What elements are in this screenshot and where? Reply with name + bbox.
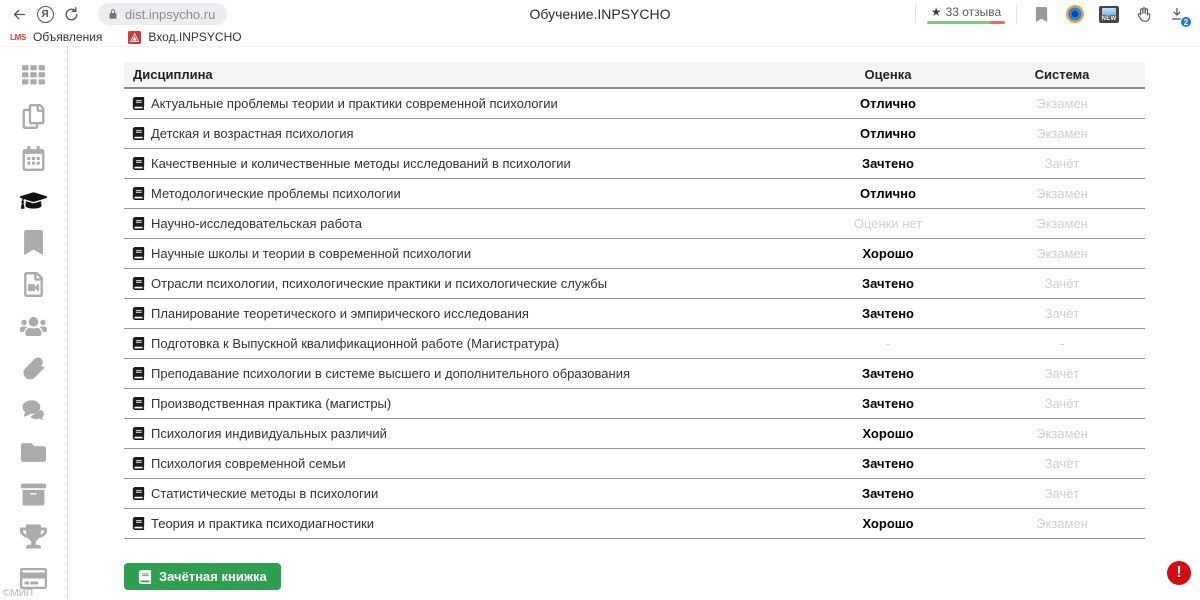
toolbar-separator (915, 5, 916, 23)
book-icon (132, 97, 145, 110)
notification-alert-icon[interactable]: ! (1167, 561, 1191, 585)
column-header-system: Система (979, 62, 1145, 88)
discipline-name: Психология современной семьи (151, 456, 346, 471)
system-value: Экзамен (979, 509, 1145, 539)
discipline-link[interactable] (132, 126, 789, 141)
book-icon (132, 457, 145, 470)
sidebar-item-documents[interactable] (19, 102, 49, 130)
bookmarks-bar (0, 28, 1200, 47)
extension-icon (1066, 5, 1084, 23)
book-icon (132, 187, 145, 200)
new-badge-label: NEW (1101, 15, 1117, 22)
back-button[interactable] (6, 2, 32, 26)
book-icon (132, 247, 145, 260)
grade-value: Зачтено (797, 149, 979, 179)
lock-icon (107, 8, 119, 20)
book-icon (132, 487, 145, 500)
toolbar-separator (1016, 5, 1017, 23)
sidebar-item-groups[interactable] (19, 312, 49, 340)
extension-button[interactable] (1063, 2, 1087, 26)
discipline-link[interactable] (132, 426, 789, 441)
browser-toolbar (0, 0, 1200, 28)
book-icon (132, 427, 145, 440)
system-value: Зачёт (979, 449, 1145, 479)
book-icon (132, 277, 145, 290)
grade-value: Хорошо (797, 419, 979, 449)
paperclip-icon (20, 356, 47, 381)
users-icon (20, 314, 47, 339)
grade-value: Зачтено (797, 449, 979, 479)
discipline-link[interactable] (132, 336, 789, 351)
grades-table (124, 62, 1145, 539)
grade-value: Отлично (797, 119, 979, 149)
downloads-badge: 2 (1180, 16, 1192, 28)
table-row (124, 449, 1145, 479)
discipline-name: Детская и возрастная психология (151, 126, 354, 141)
gradebook-button[interactable] (124, 563, 281, 590)
system-value: Зачёт (979, 359, 1145, 389)
discipline-name: Научные школы и теории в современной психологии (151, 246, 472, 261)
archive-box-icon (20, 482, 47, 507)
reviews-widget[interactable] (923, 4, 1009, 24)
grade-value: Хорошо (797, 239, 979, 269)
discipline-link[interactable] (132, 156, 789, 171)
system-value: Зачёт (979, 299, 1145, 329)
table-row (124, 179, 1145, 209)
system-value: Экзамен (979, 88, 1145, 119)
table-row (124, 329, 1145, 359)
discipline-name: Научно-исследовательская работа (151, 216, 363, 231)
book-icon (132, 127, 145, 140)
table-row (124, 479, 1145, 509)
chat-bubbles-icon (20, 398, 47, 423)
video-file-icon (20, 272, 47, 297)
discipline-name: Планирование теоретического и эмпирического исследования (151, 306, 529, 321)
sidebar-item-video-lessons[interactable] (19, 270, 49, 298)
grade-value: Зачтено (797, 389, 979, 419)
discipline-link[interactable] (132, 366, 789, 381)
system-value: Зачёт (979, 479, 1145, 509)
inpsycho-favicon (128, 31, 141, 44)
discipline-link[interactable] (132, 456, 789, 471)
system-value: - (979, 329, 1145, 359)
page-title: Обучение.INPSYCHO (529, 6, 671, 22)
sidebar-nav (0, 47, 68, 600)
rating-bar-positive (927, 21, 990, 24)
content-area (68, 47, 1200, 600)
grade-value: Отлично (797, 88, 979, 119)
book-icon (138, 570, 152, 584)
refresh-button[interactable] (58, 2, 84, 26)
table-row (124, 359, 1145, 389)
bookmark-flag-icon (1035, 7, 1048, 22)
grade-value: Зачтено (797, 269, 979, 299)
grade-value: Зачтено (797, 359, 979, 389)
table-row (124, 239, 1145, 269)
discipline-link[interactable] (132, 306, 789, 321)
discipline-link[interactable] (132, 486, 789, 501)
sidebar-item-education[interactable] (19, 186, 49, 214)
discipline-name: Методологические проблемы психологии (151, 186, 401, 201)
bookmark-label: Вход.INPSYCHO (148, 30, 242, 44)
table-row (124, 419, 1145, 449)
discipline-name: Подготовка к Выпускной квалификационной работе (Магистратура) (151, 336, 560, 351)
bookmark-page-button[interactable] (1029, 2, 1053, 26)
column-header-grade: Оценка (797, 62, 979, 88)
rating-bar (927, 21, 1005, 24)
discipline-name: Качественные и количественные методы исследований в психологии (151, 156, 571, 171)
table-row (124, 509, 1145, 539)
sidebar-item-archive[interactable] (19, 480, 49, 508)
discipline-name: Преподавание психологии в системе высшего и дополнительного образования (151, 366, 630, 381)
copy-documents-icon (20, 104, 47, 129)
system-value: Зачёт (979, 149, 1145, 179)
lms-favicon: LMS (10, 32, 26, 42)
gesture-button[interactable] (1131, 2, 1155, 26)
trophy-icon (20, 524, 47, 549)
discipline-link[interactable] (132, 396, 789, 411)
copyright: ©МИП (3, 588, 34, 599)
book-icon (132, 307, 145, 320)
table-row (124, 299, 1145, 329)
system-value: Зачёт (979, 269, 1145, 299)
book-icon (132, 337, 145, 350)
grades-table-body (124, 88, 1145, 539)
table-row (124, 389, 1145, 419)
discipline-link[interactable] (132, 216, 789, 231)
discipline-link[interactable] (132, 186, 789, 201)
table-row (124, 209, 1145, 239)
new-extension-button[interactable] (1097, 2, 1121, 26)
sidebar-item-attachments[interactable] (19, 354, 49, 382)
sidebar-item-files[interactable] (19, 438, 49, 466)
system-value: Экзамен (979, 119, 1145, 149)
discipline-link[interactable] (132, 246, 789, 261)
book-icon (132, 157, 145, 170)
book-icon (132, 217, 145, 230)
book-icon (132, 397, 145, 410)
grade-value: Зачтено (797, 299, 979, 329)
graduation-cap-icon (20, 188, 47, 213)
downloads-button[interactable] (1165, 2, 1189, 26)
table-row (124, 119, 1145, 149)
table-row (124, 269, 1145, 299)
system-value: Зачёт (979, 389, 1145, 419)
main-area (0, 47, 1200, 600)
system-value: Экзамен (979, 179, 1145, 209)
table-row (124, 88, 1145, 119)
discipline-link[interactable] (132, 96, 789, 111)
system-value: Экзамен (979, 419, 1145, 449)
url-text: dist.inpsycho.ru (125, 6, 216, 22)
sidebar-item-achievements[interactable] (19, 522, 49, 550)
bookmark-item-lms[interactable] (10, 30, 102, 44)
hand-icon (1135, 6, 1152, 23)
star-icon: ★ (930, 5, 942, 19)
discipline-link[interactable] (132, 276, 789, 291)
yandex-button[interactable] (32, 2, 58, 26)
sidebar-item-calendar[interactable] (19, 144, 49, 172)
sidebar-item-bookmarks[interactable] (19, 228, 49, 256)
bookmark-item-inpsycho[interactable] (128, 30, 241, 44)
grade-value: - (797, 329, 979, 359)
grade-value: Зачтено (797, 479, 979, 509)
discipline-name: Психология индивидуальных различий (151, 426, 387, 441)
book-icon (132, 367, 145, 380)
sidebar-item-messages[interactable] (19, 396, 49, 424)
discipline-link[interactable] (132, 516, 789, 531)
discipline-name: Отрасли психологии, психологические практики и психологические службы (151, 276, 608, 291)
folder-icon (20, 440, 47, 465)
grid-icon (20, 62, 47, 87)
system-value: Экзамен (979, 209, 1145, 239)
refresh-icon (63, 6, 80, 23)
table-row (124, 149, 1145, 179)
address-bar[interactable] (98, 3, 227, 25)
credit-card-icon (20, 566, 47, 591)
bookmark-icon (20, 230, 47, 255)
book-icon (132, 517, 145, 530)
discipline-name: Производственная практика (магистры) (151, 396, 392, 411)
calendar-icon (20, 146, 47, 171)
sidebar-item-apps[interactable] (19, 60, 49, 88)
column-header-discipline: Дисциплина (124, 62, 797, 88)
rating-bar-negative (990, 21, 1005, 24)
grade-value: Отлично (797, 179, 979, 209)
bookmark-label: Объявления (33, 30, 103, 44)
discipline-name: Теория и практика психодиагностики (151, 516, 375, 531)
discipline-name: Статистические методы в психологии (151, 486, 379, 501)
discipline-name: Актуальные проблемы теории и практики современной психологии (151, 96, 558, 111)
grade-value: Хорошо (797, 509, 979, 539)
toolbar-right-cluster (908, 0, 1194, 28)
system-value: Экзамен (979, 239, 1145, 269)
gradebook-button-label: Зачётная книжка (159, 569, 267, 584)
grade-value: Оценки нет (797, 209, 979, 239)
reviews-label: 33 отзыва (945, 5, 1002, 19)
table-header-row (124, 62, 1145, 88)
new-badge-icon (1099, 6, 1119, 23)
back-arrow-icon (11, 6, 28, 23)
yandex-icon: Я (37, 6, 54, 23)
